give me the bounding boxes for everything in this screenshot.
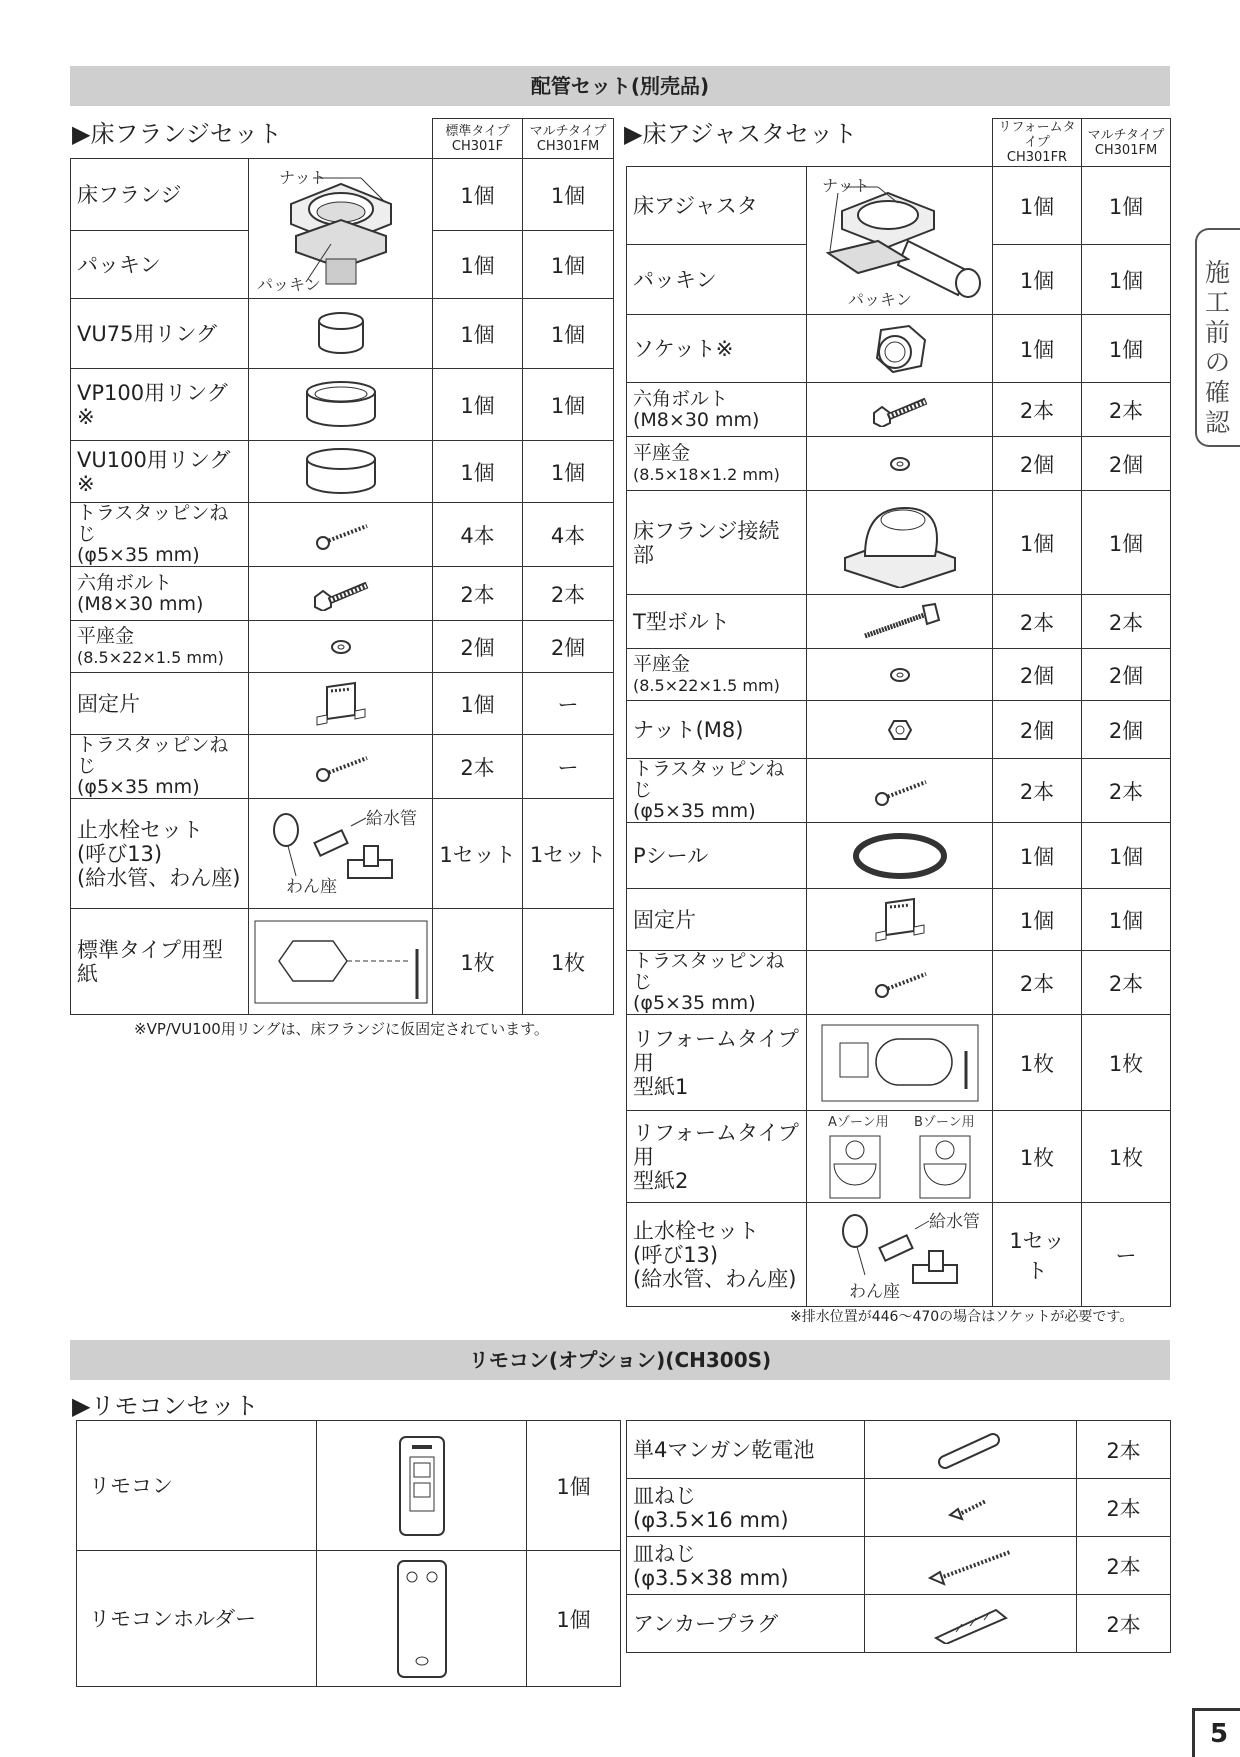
table-row	[627, 315, 1171, 383]
qty: 2本	[993, 951, 1082, 1015]
qty: 2個	[1082, 701, 1171, 759]
left-set-title: ▶床フランジセット	[72, 120, 282, 148]
qty: 2本	[433, 735, 523, 799]
qty: 2本	[1082, 383, 1171, 437]
qty: 1個	[433, 231, 523, 299]
template-icon	[249, 909, 433, 1015]
washer-icon	[249, 621, 433, 673]
socket-icon	[807, 315, 993, 383]
item-label: ソケット※	[627, 315, 807, 383]
qty: 2個	[993, 701, 1082, 759]
qty: 2本	[993, 383, 1082, 437]
qty: 1個	[993, 245, 1082, 315]
item-label: 止水栓セット (呼び13) (給水管、わん座)	[627, 1203, 807, 1307]
qty: 1個	[527, 1551, 621, 1687]
right-set-title: ▶床アジャスタセット	[624, 120, 858, 148]
ring-icon	[249, 369, 433, 441]
hex-bolt-icon	[807, 383, 993, 437]
table-row	[627, 437, 1171, 491]
qty: 1個	[993, 889, 1082, 951]
anchor-plug-icon	[865, 1595, 1077, 1653]
zone-template-illustration	[807, 1111, 993, 1203]
qty: 1セット	[993, 1203, 1082, 1307]
col-header-reform: リフォームタイプ CH301FR	[993, 119, 1082, 167]
item-label: 固定片	[627, 889, 807, 951]
qty: 1個	[993, 823, 1082, 889]
table-row	[71, 503, 614, 567]
svg-text:わん座: わん座	[285, 876, 337, 897]
item-label: VU100用リング※	[71, 441, 249, 503]
qty: 2個	[1082, 649, 1171, 701]
screw-icon	[807, 759, 993, 823]
table-row	[627, 759, 1171, 823]
table-row	[71, 299, 614, 369]
item-label: 皿ねじ (φ3.5×38 mm)	[627, 1537, 865, 1595]
item-label: トラスタッピンねじ (φ5×35 mm)	[71, 503, 249, 567]
table-row	[627, 1111, 1171, 1203]
table-row	[627, 1537, 1171, 1595]
stop-valve-illustration	[249, 799, 433, 909]
qty: 1個	[433, 159, 523, 231]
item-label: T型ボルト	[627, 595, 807, 649]
qty: 1個	[1082, 823, 1171, 889]
qty: 2本	[993, 595, 1082, 649]
svg-text:Bゾーン用: Bゾーン用	[913, 1114, 975, 1130]
section-band-piping: 配管セット(別売品)	[70, 66, 1170, 106]
table-row	[71, 567, 614, 621]
screw-icon	[807, 951, 993, 1015]
stop-valve-icon	[256, 804, 426, 904]
item-label: 固定片	[71, 673, 249, 735]
floor-flange-icon	[251, 164, 431, 294]
left-note: ※VP/VU100用リングは、床フランジに仮固定されています。	[134, 1020, 549, 1038]
table-row	[627, 1421, 1171, 1479]
chapter-tab: 施工前の確認	[1195, 228, 1240, 447]
item-label: 皿ねじ (φ3.5×16 mm)	[627, 1479, 865, 1537]
item-label: リフォームタイプ用 型紙2	[627, 1111, 807, 1203]
ring-icon	[249, 299, 433, 369]
stop-valve-icon	[815, 1205, 985, 1305]
table-row	[627, 491, 1171, 595]
qty: 1個	[993, 167, 1082, 245]
remote-table-right	[626, 1420, 1171, 1653]
item-label: 止水栓セット (呼び13) (給水管、わん座)	[71, 799, 249, 909]
table-row	[627, 889, 1171, 951]
item-label: 平座金 (8.5×22×1.5 mm)	[627, 649, 807, 701]
screw-icon	[249, 735, 433, 799]
qty: 2本	[1082, 951, 1171, 1015]
fixing-piece-icon	[249, 673, 433, 735]
table-row	[71, 159, 614, 231]
table-row	[627, 1595, 1171, 1653]
table-row	[71, 735, 614, 799]
svg-text:Aゾーン用: Aゾーン用	[827, 1114, 889, 1130]
qty: 1個	[1082, 245, 1171, 315]
table-row	[71, 673, 614, 735]
item-label: 標準タイプ用型紙	[71, 909, 249, 1015]
item-label: リフォームタイプ用 型紙1	[627, 1015, 807, 1111]
qty: 1セット	[523, 799, 614, 909]
t-bolt-icon	[807, 595, 993, 649]
qty: 1枚	[1082, 1111, 1171, 1203]
qty: 1個	[993, 491, 1082, 595]
qty: 2個	[993, 437, 1082, 491]
col-header-multi: マルチタイプ CH301FM	[523, 119, 614, 159]
item-label: 床フランジ接続部	[627, 491, 807, 595]
p-seal-icon	[807, 823, 993, 889]
table-row	[71, 441, 614, 503]
qty: 1個	[433, 369, 523, 441]
screw-icon	[865, 1537, 1077, 1595]
floor-adjuster-icon	[808, 171, 992, 311]
floor-flange-table	[70, 118, 614, 1015]
item-label: トラスタッピンねじ (φ5×35 mm)	[627, 951, 807, 1015]
remote-holder-icon	[317, 1551, 527, 1687]
svg-text:わん座: わん座	[848, 1281, 900, 1302]
item-label: 平座金 (8.5×18×1.2 mm)	[627, 437, 807, 491]
qty: 2本	[1077, 1595, 1171, 1653]
qty: 1個	[527, 1421, 621, 1551]
svg-text:給水管: 給水管	[365, 808, 417, 829]
table-row	[71, 799, 614, 909]
qty: 2本	[1077, 1479, 1171, 1537]
table-row	[627, 823, 1171, 889]
section-band-remote: リモコン(オプション)(CH300S)	[70, 1340, 1170, 1380]
qty: 2本	[433, 567, 523, 621]
item-label: パッキン	[627, 245, 807, 315]
qty: ー	[1082, 1203, 1171, 1307]
qty: ー	[523, 735, 614, 799]
zone-template-icon	[810, 1112, 990, 1202]
qty: 1個	[433, 673, 523, 735]
table-row	[627, 383, 1171, 437]
remote-table-left	[76, 1420, 621, 1687]
qty: 2本	[1077, 1537, 1171, 1595]
qty: 2本	[523, 567, 614, 621]
item-label: 単4マンガン乾電池	[627, 1421, 865, 1479]
remote-set-title: ▶リモコンセット	[72, 1392, 259, 1420]
item-label: VP100用リング※	[71, 369, 249, 441]
table-row	[627, 701, 1171, 759]
qty: 1個	[433, 299, 523, 369]
washer-icon	[807, 649, 993, 701]
table-row	[627, 951, 1171, 1015]
qty: 2個	[993, 649, 1082, 701]
item-label: 六角ボルト (M8×30 mm)	[71, 567, 249, 621]
table-row	[627, 595, 1171, 649]
qty: 2本	[1082, 759, 1171, 823]
table-row	[71, 621, 614, 673]
svg-text:給水管: 給水管	[928, 1211, 980, 1232]
qty: 2本	[993, 759, 1082, 823]
fixing-piece-icon	[807, 889, 993, 951]
item-label: リモコン	[77, 1421, 317, 1551]
qty: 1個	[523, 369, 614, 441]
table-row	[71, 909, 614, 1015]
table-row	[627, 1203, 1171, 1307]
table-row	[77, 1421, 621, 1551]
page-number: 5	[1192, 1708, 1240, 1757]
table-row	[627, 167, 1171, 245]
col-header-multi: マルチタイプ CH301FM	[1082, 119, 1171, 167]
table-row	[71, 369, 614, 441]
qty: ー	[523, 673, 614, 735]
nut-icon	[807, 701, 993, 759]
screw-icon	[249, 503, 433, 567]
qty: 1個	[1082, 315, 1171, 383]
qty: 1個	[1082, 889, 1171, 951]
template-icon	[807, 1015, 993, 1111]
item-label: トラスタッピンねじ (φ5×35 mm)	[71, 735, 249, 799]
qty: 4本	[523, 503, 614, 567]
table-row	[627, 1015, 1171, 1111]
qty: 1個	[1082, 167, 1171, 245]
qty: 1枚	[523, 909, 614, 1015]
item-label: 六角ボルト (M8×30 mm)	[627, 383, 807, 437]
washer-icon	[807, 437, 993, 491]
qty: 1枚	[993, 1111, 1082, 1203]
item-label: トラスタッピンねじ (φ5×35 mm)	[627, 759, 807, 823]
floor-adjuster-table	[626, 118, 1171, 1307]
col-header-standard: 標準タイプ CH301F	[433, 119, 523, 159]
item-label: ナット(M8)	[627, 701, 807, 759]
remote-icon	[317, 1421, 527, 1551]
qty: 1個	[433, 441, 523, 503]
qty: 2本	[1077, 1421, 1171, 1479]
table-row	[627, 1479, 1171, 1537]
qty: 1枚	[433, 909, 523, 1015]
screw-icon	[865, 1479, 1077, 1537]
item-label: リモコンホルダー	[77, 1551, 317, 1687]
qty: 1個	[993, 315, 1082, 383]
qty: 1個	[523, 299, 614, 369]
qty: 1個	[523, 159, 614, 231]
qty: 1個	[523, 441, 614, 503]
stop-valve-illustration	[807, 1203, 993, 1307]
battery-icon	[865, 1421, 1077, 1479]
qty: 1枚	[993, 1015, 1082, 1111]
table-row	[77, 1551, 621, 1687]
right-note: ※排水位置が446〜470の場合はソケットが必要です。	[790, 1309, 1134, 1325]
flange-connector-icon	[807, 491, 993, 595]
svg-text:パッキン: パッキン	[256, 274, 321, 294]
qty: 2本	[1082, 595, 1171, 649]
qty: 1セット	[433, 799, 523, 909]
qty: 2個	[1082, 437, 1171, 491]
qty: 1枚	[1082, 1015, 1171, 1111]
svg-text:パッキン: パッキン	[847, 289, 912, 309]
item-label: 床フランジ	[71, 159, 249, 231]
floor-adjuster-illustration	[807, 167, 993, 315]
item-label: Pシール	[627, 823, 807, 889]
item-label: アンカープラグ	[627, 1595, 865, 1653]
hex-bolt-icon	[249, 567, 433, 621]
item-label: パッキン	[71, 231, 249, 299]
svg-text:ナット: ナット	[278, 167, 327, 187]
svg-text:ナット: ナット	[821, 175, 870, 195]
qty: 4本	[433, 503, 523, 567]
qty: 2個	[433, 621, 523, 673]
item-label: 平座金 (8.5×22×1.5 mm)	[71, 621, 249, 673]
qty: 1個	[523, 231, 614, 299]
qty: 2個	[523, 621, 614, 673]
ring-icon	[249, 441, 433, 503]
table-row	[627, 649, 1171, 701]
qty: 1個	[1082, 491, 1171, 595]
item-label: 床アジャスタ	[627, 167, 807, 245]
item-label: VU75用リング	[71, 299, 249, 369]
floor-flange-illustration	[249, 159, 433, 299]
